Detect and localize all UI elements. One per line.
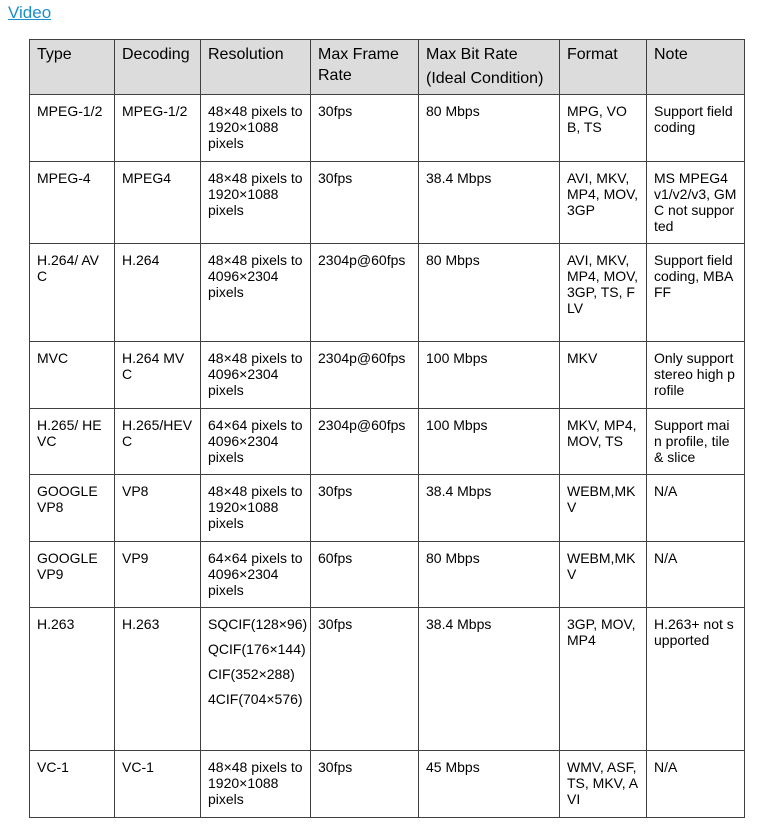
cell-resolution (201, 608, 311, 751)
cell-type (30, 244, 115, 342)
cell-max-bit-rate-text: 100 Mbps (426, 417, 488, 433)
resolution-line: 48×48 pixels to 4096×2304 pixels (208, 350, 303, 398)
cell-format (560, 608, 647, 751)
cell-decoding-text: VP9 (122, 550, 149, 566)
cell-decoding (115, 751, 201, 818)
cell-max-bit-rate-text: 100 Mbps (426, 350, 488, 366)
cell-format (560, 244, 647, 342)
cell-resolution (201, 475, 311, 542)
table-row (30, 342, 745, 409)
cell-type (30, 542, 115, 608)
cell-note-text: Support field coding (654, 103, 733, 135)
cell-decoding (115, 162, 201, 244)
cell-format (560, 95, 647, 162)
cell-note (647, 342, 745, 409)
video-section-link[interactable]: Video (8, 3, 52, 22)
resolution-line: 48×48 pixels to 1920×1088 pixels (208, 759, 303, 807)
cell-type (30, 409, 115, 475)
resolution-line: 4CIF(704×576) (208, 691, 303, 707)
cell-max-bit-rate-text: 38.4 Mbps (426, 170, 492, 186)
cell-max-frame-rate-text: 30fps (318, 170, 353, 186)
cell-type-text: MPEG-1/2 (37, 103, 103, 119)
cell-type-text: H.265/ HEVC (37, 417, 102, 449)
cell-format-text: MKV (567, 350, 598, 366)
cell-max-frame-rate (311, 162, 419, 244)
cell-max-frame-rate-text: 60fps (318, 550, 353, 566)
cell-format-text: WMV, ASF, TS, MKV, AVI (567, 759, 639, 807)
cell-max-bit-rate (419, 751, 560, 818)
cell-type-text: H.263 (37, 616, 75, 632)
cell-type-text: MVC (37, 350, 69, 366)
cell-note-text: N/A (654, 759, 678, 775)
cell-max-bit-rate (419, 342, 560, 409)
cell-note (647, 95, 745, 162)
cell-decoding (115, 409, 201, 475)
cell-format (560, 342, 647, 409)
cell-format-text: AVI, MKV, MP4, MOV, 3GP (567, 170, 639, 218)
cell-max-frame-rate-text: 2304p@60fps (318, 252, 406, 268)
cell-max-bit-rate (419, 608, 560, 751)
header-resolution: Resolution (201, 40, 311, 95)
resolution-line: QCIF(176×144) (208, 641, 306, 657)
header-max-bit-rate: Max Bit Rate (Ideal Condition) (419, 40, 560, 95)
cell-format (560, 475, 647, 542)
cell-note (647, 409, 745, 475)
cell-max-frame-rate-text: 30fps (318, 759, 353, 775)
cell-format (560, 751, 647, 818)
cell-note (647, 244, 745, 342)
header-max-bit-rate-sub: (Ideal Condition) (426, 70, 544, 87)
cell-note-text: H.263+ not supported (654, 616, 734, 648)
cell-note-text: MS MPEG4 v1/v2/v3, GMC not supported (654, 170, 737, 234)
resolution-line: 48×48 pixels to 4096×2304 pixels (208, 252, 303, 300)
cell-decoding (115, 342, 201, 409)
table-row (30, 244, 745, 342)
header-decoding: Decoding (115, 40, 201, 95)
cell-max-frame-rate (311, 608, 419, 751)
resolution-line: 64×64 pixels to 4096×2304 pixels (208, 550, 303, 598)
resolution-line: CIF(352×288) (208, 666, 295, 682)
cell-format (560, 409, 647, 475)
cell-resolution (201, 342, 311, 409)
table-row (30, 608, 745, 751)
cell-decoding-text: MPEG-1/2 (122, 103, 188, 119)
cell-max-bit-rate (419, 475, 560, 542)
cell-type (30, 475, 115, 542)
cell-type (30, 342, 115, 409)
cell-max-frame-rate (311, 475, 419, 542)
cell-max-bit-rate-text: 45 Mbps (426, 759, 480, 775)
cell-decoding-text: H.265/HEVC (122, 417, 193, 449)
cell-format (560, 162, 647, 244)
cell-format-text: MPG, VOB, TS (567, 103, 627, 135)
cell-type-text: H.264/ AVC (37, 252, 100, 284)
cell-max-bit-rate (419, 162, 560, 244)
cell-note-text: N/A (654, 483, 678, 499)
cell-max-frame-rate (311, 542, 419, 608)
cell-max-frame-rate (311, 342, 419, 409)
cell-resolution (201, 162, 311, 244)
cell-max-bit-rate-text: 80 Mbps (426, 103, 480, 119)
cell-max-frame-rate-text: 2304p@60fps (318, 350, 406, 366)
cell-max-bit-rate (419, 409, 560, 475)
cell-note-text: Support main profile, tile & slice (654, 417, 730, 465)
cell-note-text: N/A (654, 550, 678, 566)
cell-type-text: GOOGLE VP8 (37, 483, 98, 515)
resolution-line: 48×48 pixels to 1920×1088 pixels (208, 483, 303, 531)
cell-decoding (115, 608, 201, 751)
resolution-line: 48×48 pixels to 1920×1088 pixels (208, 170, 303, 218)
cell-type-text: MPEG-4 (37, 170, 91, 186)
table-row (30, 475, 745, 542)
cell-decoding-text: H.264 MVC (122, 350, 185, 382)
cell-resolution (201, 244, 311, 342)
cell-note-text: Support field coding, MBAFF (654, 252, 734, 300)
cell-max-frame-rate (311, 244, 419, 342)
header-type: Type (30, 40, 115, 95)
table-header-row (30, 40, 745, 95)
cell-format-text: AVI, MKV, MP4, MOV, 3GP, TS, FLV (567, 252, 639, 316)
header-note: Note (647, 40, 745, 95)
cell-resolution (201, 95, 311, 162)
cell-type-text: VC-1 (37, 759, 69, 775)
cell-format-text: WEBM,MKV (567, 483, 636, 515)
cell-format-text: MKV, MP4, MOV, TS (567, 417, 637, 449)
header-format: Format (560, 40, 647, 95)
cell-type (30, 95, 115, 162)
cell-max-frame-rate-text: 2304p@60fps (318, 417, 406, 433)
cell-note-text: Only support stereo high profile (654, 350, 735, 398)
resolution-line: 64×64 pixels to 4096×2304 pixels (208, 417, 303, 465)
cell-max-bit-rate-text: 80 Mbps (426, 550, 480, 566)
cell-decoding-text: VC-1 (122, 759, 154, 775)
header-max-frame-rate: Max Frame Rate (311, 40, 419, 95)
cell-note (647, 162, 745, 244)
cell-max-frame-rate (311, 95, 419, 162)
cell-note (647, 542, 745, 608)
cell-format-text: 3GP, MOV, MP4 (567, 616, 636, 648)
cell-max-bit-rate (419, 95, 560, 162)
cell-max-bit-rate (419, 542, 560, 608)
cell-max-bit-rate-text: 80 Mbps (426, 252, 480, 268)
resolution-line: SQCIF(128×96) (208, 616, 308, 632)
cell-decoding (115, 542, 201, 608)
resolution-line: 48×48 pixels to 1920×1088 pixels (208, 103, 303, 151)
cell-decoding-text: H.264 (122, 252, 160, 268)
cell-type (30, 162, 115, 244)
cell-resolution (201, 751, 311, 818)
cell-max-frame-rate (311, 409, 419, 475)
cell-note (647, 608, 745, 751)
cell-format (560, 542, 647, 608)
table-row (30, 409, 745, 475)
cell-type (30, 608, 115, 751)
cell-resolution (201, 409, 311, 475)
cell-max-bit-rate-text: 38.4 Mbps (426, 616, 492, 632)
cell-decoding-text: H.263 (122, 616, 160, 632)
cell-note (647, 475, 745, 542)
cell-decoding (115, 95, 201, 162)
cell-decoding-text: MPEG4 (122, 170, 172, 186)
cell-max-frame-rate (311, 751, 419, 818)
table-row (30, 751, 745, 818)
cell-max-bit-rate (419, 244, 560, 342)
cell-note (647, 751, 745, 818)
cell-decoding (115, 475, 201, 542)
cell-max-frame-rate-text: 30fps (318, 616, 353, 632)
cell-resolution (201, 542, 311, 608)
cell-max-frame-rate-text: 30fps (318, 103, 353, 119)
table-row (30, 162, 745, 244)
table-row (30, 95, 745, 162)
cell-max-bit-rate-text: 38.4 Mbps (426, 483, 492, 499)
cell-decoding-text: VP8 (122, 483, 149, 499)
cell-type-text: GOOGLE VP9 (37, 550, 98, 582)
table-row (30, 542, 745, 608)
cell-type (30, 751, 115, 818)
cell-format-text: WEBM,MKV (567, 550, 636, 582)
cell-decoding (115, 244, 201, 342)
cell-max-frame-rate-text: 30fps (318, 483, 353, 499)
video-codec-table (29, 39, 745, 818)
table-body (30, 95, 745, 818)
